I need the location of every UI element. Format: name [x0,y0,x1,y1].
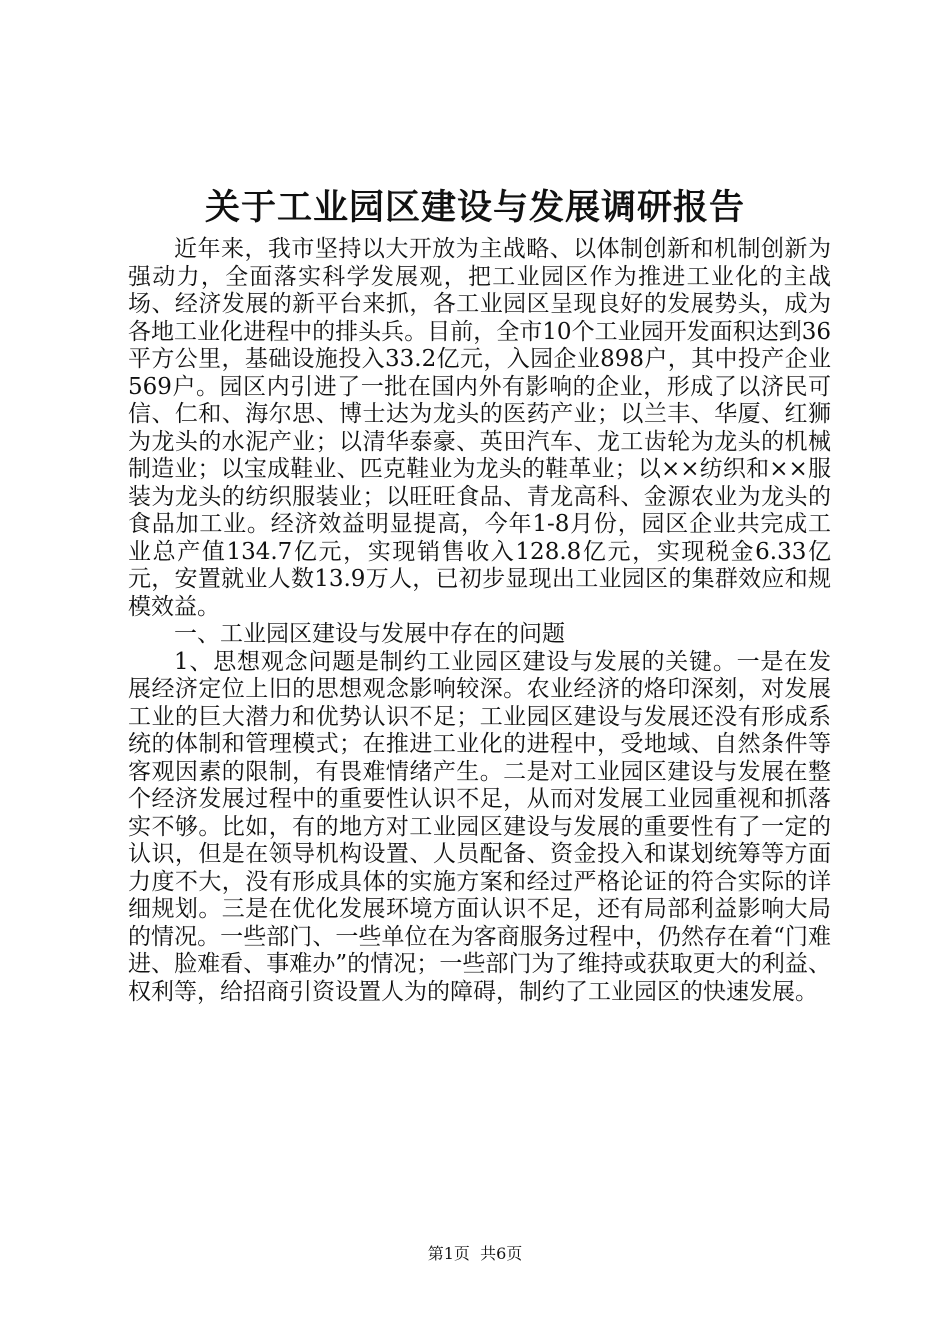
page-number: 第1页 [427,1244,470,1263]
section-heading: 一、工业园区建设与发展中存在的问题 [174,621,565,647]
document-body [128,236,831,1006]
paragraph-issue-1: 1、思想观念问题是制约工业园区建设与发展的关键。一是在发展经济定位上旧的思想观念影响较深。农业经济的烙印深刻，对发展工业的巨大潜力和优势认识不足；工业园区建设与发展还没有形成系统的体制和管理模式；在推进工业化的进程中，受地域、自然条件等客观因素的限制，有畏难情绪产生。二是对工业园区建设与发展在整个经济发展过程中的重要性认识不足，从而对发展工业园重视和抓落实不够。比如，有的地方对工业园区建设与发展的重要性有了一定的认识，但是在领导机构设置、人员配备、资金投入和谋划统筹等方面力度不大，没有形成具体的实施方案和经过严格论证的符合实际的详细规划。三是在优化发展环境方面认识不足，还有局部利益影响大局的情况。一些部门、一些单位在为客商服务过程中，仍然存在着“门难进、脸难看、事难办”的情况；一些部门为了维持或获取更大的利益、权利等，给招商引资设置人为的障碍，制约了工业园区的快速发展。 [128,648,831,1005]
page-total: 共6页 [480,1244,523,1263]
paragraph-intro: 近年来，我市坚持以大开放为主战略、以体制创新和机制创新为强动力，全面落实科学发展观，把工业园区作为推进工业化的主战场、经济发展的新平台来抓，各工业园区呈现良好的发展势头，成为各地工业化进程中的排头兵。目前，全市10个工业园开发面积达到36平方公里，基础设施投入33.2亿元，入园企业898户，其中投产企业569户。园区内引进了一批在国内外有影响的企业，形成了以济民可信、仁和、海尔思、博士达为龙头的医药产业；以兰丰、华厦、红狮为龙头的水泥产业；以清华泰豪、英田汽车、龙工齿轮为龙头的机械制造业；以宝成鞋业、匹克鞋业为龙头的鞋革业；以××纺织和××服装为龙头的纺织服装业；以旺旺食品、青龙高科、金源农业为龙头的食品加工业。经济效益明显提高，今年1-8月份，园区企业共完成工业总产值134.7亿元，实现销售收入128.8亿元，实现税金6.33亿元，安置就业人数13.9万人，已初步显现出工业园区的集群效应和规模效益。 [128,236,831,620]
page-footer [0,1244,950,1264]
document-title: 关于工业园区建设与发展调研报告 [204,188,745,228]
